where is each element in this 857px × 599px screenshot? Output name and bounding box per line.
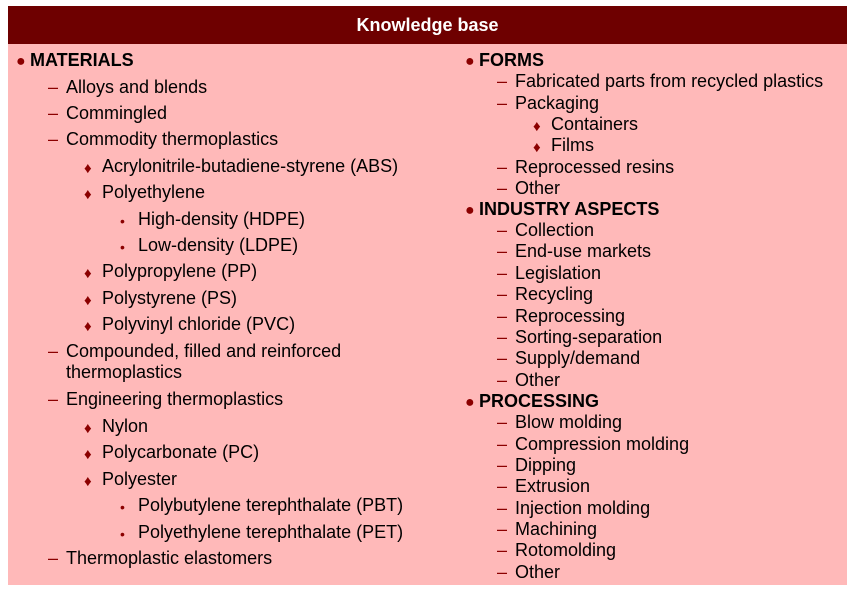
- dash-bullet-icon: –: [48, 77, 59, 97]
- dash-bullet-icon: –: [497, 455, 508, 475]
- item-label: Containers: [551, 114, 639, 134]
- diamond-bullet-icon: ♦: [84, 265, 92, 282]
- item-label: Rotomolding: [515, 540, 617, 560]
- dash-bullet-icon: –: [497, 519, 508, 539]
- item-label: Polyester: [102, 469, 178, 489]
- dash-bullet-icon: –: [497, 93, 508, 113]
- item-label: thermoplastics: [66, 362, 183, 382]
- item-label: FORMS: [479, 50, 544, 70]
- dash-bullet-icon: –: [497, 220, 508, 240]
- item-label: Sorting-separation: [515, 327, 663, 347]
- item-label: Compression molding: [515, 434, 690, 454]
- item-label: Engineering thermoplastics: [66, 389, 284, 409]
- item-label: Collection: [515, 220, 595, 240]
- dash-bullet-icon: –: [497, 434, 508, 454]
- item-label: Legislation: [515, 263, 602, 283]
- item-label: Polyethylene terephthalate (PET): [138, 522, 404, 542]
- dash-bullet-icon: –: [497, 348, 508, 368]
- item-label: Fabricated parts from recycled plastics: [515, 71, 824, 91]
- dash-bullet-icon: –: [497, 412, 508, 432]
- circle-bullet-icon: ●: [16, 53, 26, 70]
- item-label: Reprocessed resins: [515, 157, 675, 177]
- item-label: Acrylonitrile-butadiene-styrene (ABS): [102, 156, 399, 176]
- diamond-bullet-icon: ♦: [84, 160, 92, 177]
- item-label: Low-density (LDPE): [138, 235, 299, 255]
- dash-bullet-icon: –: [497, 327, 508, 347]
- item-label: Compounded, filled and reinforced: [66, 341, 342, 361]
- dash-bullet-icon: –: [497, 263, 508, 283]
- dot-bullet-icon: •: [120, 499, 125, 515]
- item-label: Polyethylene: [102, 182, 206, 202]
- dash-bullet-icon: –: [497, 178, 508, 198]
- dash-bullet-icon: –: [497, 540, 508, 560]
- diamond-bullet-icon: ♦: [84, 473, 92, 490]
- item-label: Reprocessing: [515, 306, 626, 326]
- item-label: Extrusion: [515, 476, 591, 496]
- dash-bullet-icon: –: [48, 129, 59, 149]
- item-label: Commodity thermoplastics: [66, 129, 279, 149]
- dash-bullet-icon: –: [497, 498, 508, 518]
- diamond-bullet-icon: ♦: [533, 118, 541, 135]
- item-label: End-use markets: [515, 241, 652, 261]
- dash-bullet-icon: –: [497, 562, 508, 582]
- diamond-bullet-icon: ♦: [84, 420, 92, 437]
- diamond-bullet-icon: ♦: [84, 446, 92, 463]
- item-label: PROCESSING: [479, 391, 600, 411]
- item-label: Blow molding: [515, 412, 623, 432]
- dash-bullet-icon: –: [497, 241, 508, 261]
- diamond-bullet-icon: ♦: [533, 139, 541, 156]
- item-label: Packaging: [515, 93, 600, 113]
- item-label: Polybutylene terephthalate (PBT): [138, 495, 404, 515]
- dash-bullet-icon: –: [497, 157, 508, 177]
- circle-bullet-icon: ●: [465, 202, 475, 219]
- diamond-bullet-icon: ♦: [84, 292, 92, 309]
- item-label: Machining: [515, 519, 598, 539]
- dot-bullet-icon: •: [120, 213, 125, 229]
- item-label: Nylon: [102, 416, 149, 436]
- panel-title: Knowledge base: [8, 6, 847, 44]
- knowledge-base-panel: [8, 6, 847, 585]
- item-label: Polypropylene (PP): [102, 261, 258, 281]
- dash-bullet-icon: –: [48, 548, 59, 568]
- item-label: Alloys and blends: [66, 77, 208, 97]
- item-label: Thermoplastic elastomers: [66, 548, 273, 568]
- item-label: Polystyrene (PS): [102, 288, 238, 308]
- item-label: Commingled: [66, 103, 168, 123]
- item-label: Other: [515, 562, 561, 582]
- item-label: Injection molding: [515, 498, 651, 518]
- item-label: INDUSTRY ASPECTS: [479, 199, 660, 219]
- dash-bullet-icon: –: [497, 370, 508, 390]
- item-label: Other: [515, 370, 561, 390]
- item-label: Dipping: [515, 455, 577, 475]
- item-label: Supply/demand: [515, 348, 641, 368]
- circle-bullet-icon: ●: [465, 53, 475, 70]
- diamond-bullet-icon: ♦: [84, 186, 92, 203]
- diamond-bullet-icon: ♦: [84, 318, 92, 335]
- dash-bullet-icon: –: [497, 71, 508, 91]
- dot-bullet-icon: •: [120, 239, 125, 255]
- item-label: Recycling: [515, 284, 594, 304]
- dash-bullet-icon: –: [497, 306, 508, 326]
- item-label: Polycarbonate (PC): [102, 442, 260, 462]
- circle-bullet-icon: ●: [465, 394, 475, 411]
- dash-bullet-icon: –: [497, 284, 508, 304]
- item-label: High-density (HDPE): [138, 209, 306, 229]
- dash-bullet-icon: –: [48, 103, 59, 123]
- dot-bullet-icon: •: [120, 526, 125, 542]
- item-label: Films: [551, 135, 594, 155]
- dash-bullet-icon: –: [48, 341, 59, 361]
- dash-bullet-icon: –: [497, 476, 508, 496]
- item-label: Polyvinyl chloride (PVC): [102, 314, 296, 334]
- dash-bullet-icon: –: [48, 389, 59, 409]
- item-label: Other: [515, 178, 561, 198]
- item-label: MATERIALS: [30, 50, 134, 70]
